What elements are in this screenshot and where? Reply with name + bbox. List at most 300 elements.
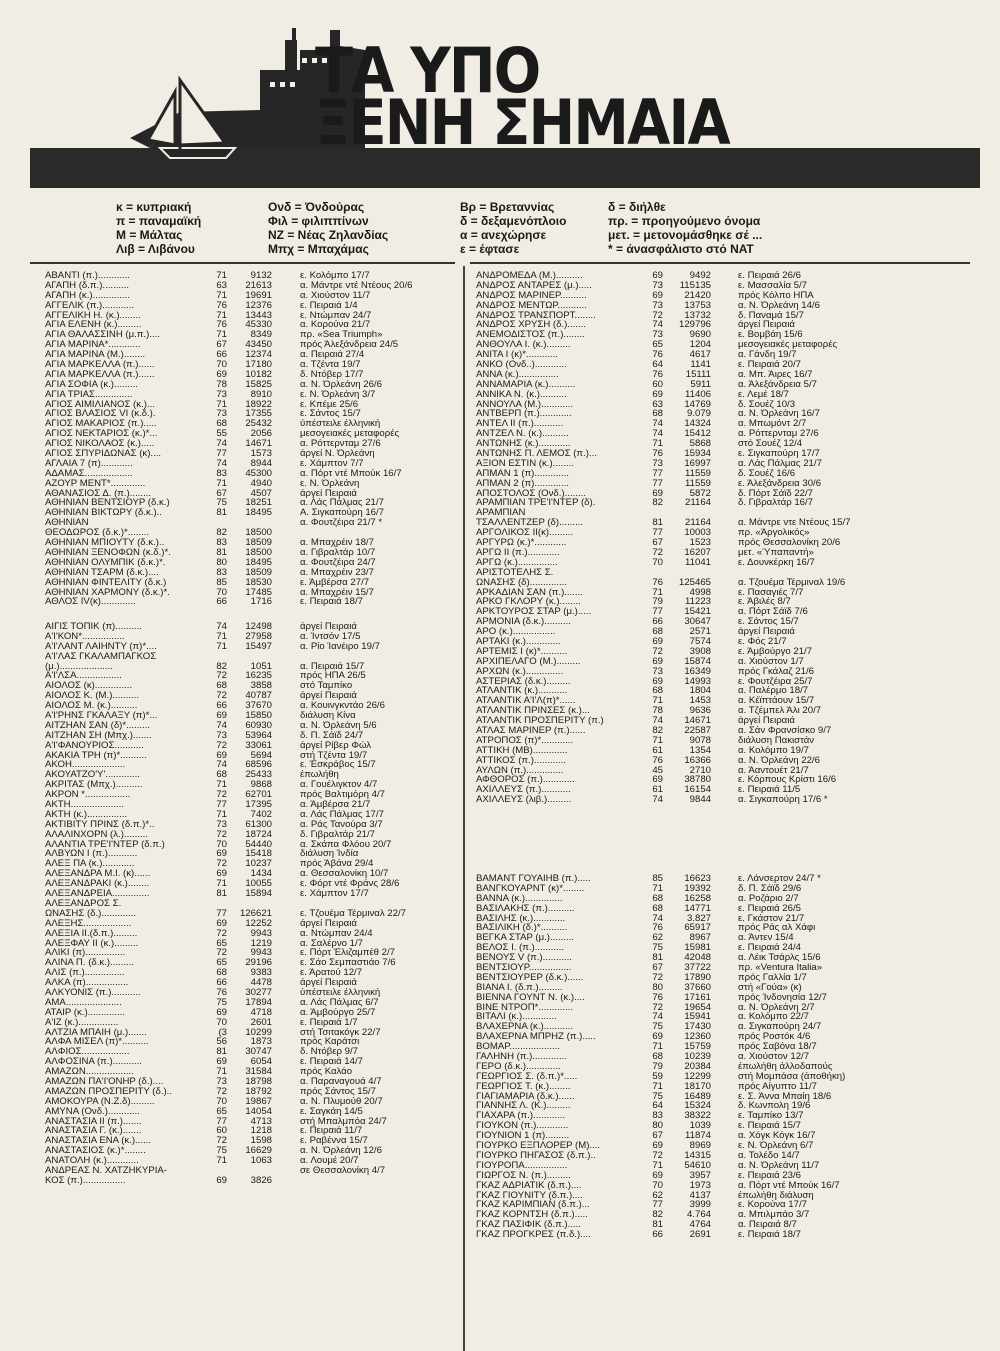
ship-name: ΑΚΑΚΙΑ ΤΡΗ (π)*.......... xyxy=(45,750,147,761)
build-year: 73 xyxy=(652,665,663,677)
ship-status: α. Σαλέρνο 1/7 xyxy=(300,937,364,949)
build-year: 69 xyxy=(216,848,227,860)
tonnage: 15421 xyxy=(684,606,711,618)
build-year: 83 xyxy=(216,566,227,578)
tonnage: 21164 xyxy=(685,517,711,529)
ship-status: α. Άμβέρσα 21/7 xyxy=(300,799,371,811)
build-year: 65 xyxy=(216,1105,227,1117)
tonnage: 1051 xyxy=(250,660,272,672)
build-year: 74 xyxy=(216,759,227,771)
build-year: 45 xyxy=(652,764,663,776)
tonnage: 9844 xyxy=(689,794,711,806)
tonnage: 1218 xyxy=(250,1125,272,1137)
tonnage: 14054 xyxy=(245,1105,272,1117)
tonnage: 4718 xyxy=(250,1006,272,1018)
tonnage: 15324 xyxy=(684,1100,711,1112)
ship-name: ΤΣΑΛΛΕΝΤΖΕΡ (δ)......... xyxy=(476,518,584,529)
tonnage: 8910 xyxy=(250,388,272,400)
ship-status: ε. Φόρτ ντέ Φράνς 28/6 xyxy=(300,878,400,890)
build-year: 77 xyxy=(652,467,663,479)
ship-status: πρός Σάντος 15/7 xyxy=(300,1085,376,1097)
ship-name: ΓΚΑΖ ΠΡΟΓΚΡΕΣ (π.δ.).... xyxy=(476,1230,591,1240)
tonnage: 1434 xyxy=(250,868,272,880)
ship-status: ε. Ραβέννα 15/7 xyxy=(300,1135,368,1147)
ship-name: ΑΛΒΥΩΝ Ι (π.)........... xyxy=(45,849,138,860)
ship-name: ΑΤΛΑΝΤΙΚ ΠΡΟΣΠΕΡΙΤΥ (π.) xyxy=(476,716,604,726)
tonnage: 16207 xyxy=(684,546,711,558)
ship-name: ΑΘΛΟΣ IV(κ)............. xyxy=(45,597,136,608)
ship-name: ΑΛΤΖΙΑ ΜΠΑΙΗ (μ.)....... xyxy=(45,1027,147,1038)
ship-name: ΑΝΑΣΤΑΣΙΟΣ (κ.)*........ xyxy=(45,1146,146,1157)
ship-status: α. Ν. Όρλεάνη 2/7 xyxy=(738,1001,815,1013)
build-year: 80 xyxy=(216,556,227,568)
ship-status: ε. Ντώμπαν 24/7 xyxy=(300,309,372,321)
build-year: 77 xyxy=(652,606,663,618)
build-year: 69 xyxy=(216,1056,227,1068)
ship-status: α. Τζέντα 19/7 xyxy=(300,359,361,371)
build-year: 62 xyxy=(652,1189,663,1201)
tonnage: 14324 xyxy=(684,418,711,430)
ship-name: ΑΓΓΕΛΙΚΗ Η. (κ.)........ xyxy=(45,310,141,321)
ship-name: ΑΝΤΕΛ ΙΙ (π.)........... xyxy=(476,419,564,430)
tonnage: 9636 xyxy=(689,705,711,717)
build-year: (3 xyxy=(218,1026,227,1038)
tonnage: 12252 xyxy=(245,917,272,929)
ship-name: ΑΜΑΖΩΝ ΠΑ'Ι'ΟΝΗΡ (δ.).... xyxy=(45,1076,164,1087)
build-year: 71 xyxy=(216,779,227,791)
ship-name: Α'Ι'ΡΗΝΣ ΓΚΑΛΑΞΥ (π)*... xyxy=(45,711,158,721)
tonnage: 61300 xyxy=(245,818,272,830)
build-year: 68 xyxy=(652,902,663,914)
ship-status: α. Πόρτ ντέ Μπούκ 16/7 xyxy=(300,467,402,479)
ship-status: α. Άμβούργο 25/7 xyxy=(300,1006,376,1018)
tonnage: 14769 xyxy=(684,398,711,410)
build-year: 76 xyxy=(652,991,663,1003)
tonnage: 9943 xyxy=(250,927,272,939)
ship-name: ΑΡΑΜΠΙΑΝ xyxy=(476,508,526,519)
ship-name: ΒΑΜΑΝΤ ΓΟΥΑΙΗΒ (π.)..... xyxy=(476,874,591,884)
ship-status: πρ. «Sea Triumph» xyxy=(300,329,383,341)
ship-name: ΑΠΜΑΝ 2 (π)............. xyxy=(476,478,569,489)
tonnage: 2056 xyxy=(250,428,272,440)
build-year: 62 xyxy=(652,932,663,944)
ship-status: ε. Άβιλές 8/7 xyxy=(738,596,791,608)
ship-status: ε. Τζουέμα Τέρμιναλ 22/7 xyxy=(300,907,406,919)
tonnage: 3908 xyxy=(689,645,711,657)
ship-name: ΑΦΘΟΡΟΣ (π.)............ xyxy=(476,775,575,786)
ship-name: ΑΛΦΟΣΙΝΑ (π.)........... xyxy=(45,1057,142,1068)
ship-name: ΓΑΛΗΝΗ (π.)............. xyxy=(476,1052,567,1062)
ship-name: ΑΖΟΥΡ ΜΕΝΤ*............. xyxy=(45,478,146,489)
tonnage: 126621 xyxy=(239,907,272,919)
tonnage: 12376 xyxy=(245,299,272,311)
build-year: 71 xyxy=(216,309,227,321)
tonnage: 19691 xyxy=(245,289,272,301)
tonnage: 37660 xyxy=(684,981,711,993)
ship-name: ΒΟΜΑΡ................... xyxy=(476,1042,561,1053)
build-year: 68 xyxy=(216,769,227,781)
tonnage: 4713 xyxy=(250,1115,272,1127)
ship-status: α. Πόρτ ντέ Μπούκ 16/7 xyxy=(738,1179,840,1191)
ship-status: α. Ίντσόν 17/5 xyxy=(300,630,361,642)
ship-status: ε. Ταμπίκο 13/7 xyxy=(738,1110,804,1122)
build-year: 74 xyxy=(652,794,663,806)
ship-name: ΑΛΕΞΑΝΔΡΕΙΑ.............. xyxy=(45,889,150,899)
tonnage: 9078 xyxy=(689,734,711,746)
ship-status: Α. Σιγκαπούρη 16/7 xyxy=(300,507,385,519)
ship-status: έπωλήθη xyxy=(300,769,339,781)
build-year: 82 xyxy=(652,724,663,736)
ship-status: α. Κολόμπο 19/7 xyxy=(738,744,809,756)
ship-name: ΑΓΙΑ ΘΑΛΑΣΣΙΝΗ (μ.π.).... xyxy=(45,330,160,341)
ship-name: ΚΟΣ (π.)................ xyxy=(45,1175,126,1186)
ship-name: ΒΙΤΑΛΙ (κ.)............. xyxy=(476,1012,557,1023)
build-year: 77 xyxy=(652,477,663,489)
tonnage: 1039 xyxy=(689,1120,711,1132)
build-year: 80 xyxy=(652,981,663,993)
ship-name: ΑΙΓΙΣ ΤΟΠΙΚ (π).......... xyxy=(45,622,142,632)
tonnage: 42048 xyxy=(684,952,711,964)
ship-status: ε. Σιγκαπούρη 17/7 xyxy=(738,448,820,460)
ship-name: ΓΙΑΧΑΡΑ (π.)............ xyxy=(476,1111,566,1122)
ship-name: Α'Ι'ΚΟΝ*................ xyxy=(45,631,125,642)
tonnage: 1141 xyxy=(690,359,711,371)
ship-name: ΑΛΦΑ ΜΙΣΕΛ (π)*.......... xyxy=(45,1037,149,1048)
ship-name: ΓΚΑΖ ΠΑΣΙΦΙΚ (δ.π.)..... xyxy=(476,1220,581,1231)
ship-status: α. Χιούστον 1/7 xyxy=(738,655,804,667)
ship-name: ΑΞΙΟΝ ΕΣΤΙΝ (κ.)........ xyxy=(476,458,574,469)
build-year: 69 xyxy=(216,868,227,880)
legend-item: Φιλ = φιλιππίνων xyxy=(268,214,369,228)
ship-status: ε. Πειραιά 14/7 xyxy=(300,1056,363,1068)
ship-status: πρός Ράς αλ Χάφι xyxy=(738,922,816,934)
ship-status: ε. Δουνκέρκη 16/7 xyxy=(738,556,815,568)
legend-item: δ = διήλθε xyxy=(608,200,666,214)
ship-name: ΑΧΙΛΛΕΥΣ (λιβ.)......... xyxy=(476,795,572,806)
ship-name: ΑΛΕΞ ΠΑ (κ.)............ xyxy=(45,859,135,870)
ship-status: άργεί Πειραιά xyxy=(738,319,795,331)
ship-status: α. Ράς Τανούρα 3/7 xyxy=(300,818,383,830)
ship-status: ε. Κόρπους Κρίστι 16/6 xyxy=(738,774,837,786)
ship-status: στό Ταμπίκο xyxy=(300,680,353,692)
ship-name: ΑΘΗΝΙΑΝ ΞΕΝΟΦΩΝ (κ.δ.)*. xyxy=(45,547,171,558)
tonnage: 4764 xyxy=(689,1219,711,1231)
ship-name: ΑΛΕΞΦΑΥ ΙΙ (κ.)......... xyxy=(45,938,139,949)
tonnage: 2710 xyxy=(689,764,711,776)
ship-name: ΑΓΙΟΣ ΣΠΥΡΙΔΩΝΑΣ (κ).... xyxy=(45,449,162,459)
tonnage: 8349 xyxy=(250,329,272,341)
tonnage: 30647 xyxy=(684,616,711,628)
ship-name: ΑΜΑΖΩΝ ΠΡΟΣΠΕΡΙΤΥ (δ.).. xyxy=(45,1086,173,1097)
ship-status: πρός Άβάνα 29/4 xyxy=(300,858,374,870)
build-year: 70 xyxy=(216,1016,227,1028)
ship-name: ΑΝΔΡΟΣ ΜΑΡΙΝΕΡ.......... xyxy=(476,290,587,301)
legend-item: Ονδ = Όνδούρας xyxy=(268,200,365,214)
ship-name: ΒΙΕΝΝΑ ΓΟΥΝΤ Ν. (κ.).... xyxy=(476,992,585,1003)
build-year: 69 xyxy=(652,774,663,786)
tonnage: 10055 xyxy=(245,878,272,890)
build-year: 85 xyxy=(652,873,663,884)
tonnage: 3999 xyxy=(689,1199,711,1211)
ship-status: α. Ν. Πλυμούθ 20/7 xyxy=(300,1095,383,1107)
ship-status: ε. Σάντος 15/7 xyxy=(300,408,361,420)
tonnage: 9690 xyxy=(689,329,711,341)
ship-status: δ. Σουέζ 10/3 xyxy=(738,398,796,410)
ship-name: ΑΘΗΝΙΑΝ ΟΛΥΜΠΙΚ (δ.κ.)*. xyxy=(45,557,166,568)
ship-name: ΑΓΙΟΣ ΑΙΜΙΛΙΑΝΟΣ (κ.)... xyxy=(45,399,155,410)
build-year: 71 xyxy=(216,630,227,642)
build-year: 73 xyxy=(652,299,663,311)
build-year: 72 xyxy=(216,1085,227,1097)
ship-name: ΑΙΤΖΗΑΝ ΣΗ (Μπχ.)....... xyxy=(45,730,152,741)
tonnage: 1873 xyxy=(250,1036,272,1048)
tonnage: 19392 xyxy=(684,882,711,894)
build-year: 83 xyxy=(652,1110,663,1122)
build-year: 72 xyxy=(216,670,227,682)
ship-name: ΑΡΤΑΚΙ (κ.)............. xyxy=(476,636,561,647)
ship-name: ΒΕΝΤΣΙΟΥΡ................ xyxy=(476,963,572,973)
build-year: 79 xyxy=(652,596,663,608)
tonnage: 5911 xyxy=(690,378,711,390)
tonnage: 37670 xyxy=(245,700,272,712)
build-year: 69 xyxy=(652,1140,663,1152)
tonnage: 18170 xyxy=(684,1080,711,1092)
tonnage: 18922 xyxy=(245,398,272,410)
ship-status: πρός Αίγυπτο 11/7 xyxy=(738,1080,817,1092)
tonnage: 10239 xyxy=(684,1051,711,1063)
tonnage: 9132 xyxy=(250,270,272,281)
ship-status: δ. Γιβραλτάρ 21/7 xyxy=(300,828,375,840)
tonnage: 65917 xyxy=(684,922,711,934)
build-year: 55 xyxy=(216,428,227,440)
ship-name: ΒΑΣΙΛΗΣ (κ.)............ xyxy=(476,913,566,924)
ship-status: α. Ντώμπαν 24/4 xyxy=(300,927,373,939)
ship-name: ΑΚΡΟΝ *................. xyxy=(45,790,131,801)
legend-column-2 xyxy=(268,200,388,256)
build-year: 69 xyxy=(216,917,227,929)
tonnage: 7574 xyxy=(689,635,711,647)
ship-status: πρός Γκάλαζ 21/6 xyxy=(738,665,814,677)
ship-name: ΑΝΝΟΥΛΑ (Μ.)............ xyxy=(476,399,574,410)
ship-status: ε. Κορούνα 17/7 xyxy=(738,1199,807,1211)
ship-name: ΑΝΔΡΟΣ ΤΡΑΝΣΠΟΡΤ........ xyxy=(476,310,596,321)
ship-name: ΑΓΙΟΣ ΝΕΚΤΑΡΙΟΣ (κ.)*... xyxy=(45,429,158,440)
ship-name: ΑΜΑ..................... xyxy=(45,997,122,1008)
ship-status: δ. Ντόβερ 9/7 xyxy=(300,1046,358,1058)
ship-status: α. Κουινγκντάο 26/6 xyxy=(300,700,385,712)
tonnage: 54440 xyxy=(245,838,272,850)
ship-status: πρός Καράτσι xyxy=(300,1036,360,1048)
build-year: 71 xyxy=(216,289,227,301)
tonnage: 15497 xyxy=(245,640,272,652)
ship-status: α. Γάνδη 19/7 xyxy=(738,349,797,361)
build-year: 68 xyxy=(652,626,663,638)
ship-status: α. Σκάπα Φλόου 20/7 xyxy=(300,838,392,850)
tonnage: 14993 xyxy=(684,675,711,687)
ship-name: ΑΤΤΙΚΗ (ΜΒ)............. xyxy=(476,745,568,756)
ship-name: ΑΚΤΗ (κ.)............... xyxy=(45,809,128,820)
ship-name: ΑΚΤΗ.................... xyxy=(45,800,124,810)
ship-status: α. Μπαχρέιν 15/7 xyxy=(300,586,374,598)
build-year: 78 xyxy=(652,705,663,717)
tonnage: 15981 xyxy=(684,942,711,954)
ship-status: ε. Ν. Όρλεάνη 3/7 xyxy=(300,388,376,400)
ship-status: α. Πειραιά 8/7 xyxy=(738,1219,797,1231)
ship-name: ΓΙΟΥΡΚΟ ΠΗΓΑΣΟΣ (δ.π.).. xyxy=(476,1150,596,1161)
build-year: 75 xyxy=(216,497,227,509)
tonnage: 9492 xyxy=(689,270,711,281)
tonnage: 16258 xyxy=(684,892,711,904)
tonnage: 33061 xyxy=(245,739,272,751)
ship-name: ΑΓΙΟΣ ΜΑΚΑΡΙΟΣ (π.)..... xyxy=(45,419,157,430)
tonnage: 9943 xyxy=(250,947,272,959)
ship-name: ΑΝΤΒΕΡΠ (π.)............ xyxy=(476,409,572,420)
ship-name: ΑΝΤΩΝΗΣ (κ.)............ xyxy=(476,439,571,450)
ship-name: ΑΙΟΛΟΣ Μ. (κ.).......... xyxy=(45,701,138,712)
build-year: 71 xyxy=(216,329,227,341)
tonnage: 11406 xyxy=(685,388,711,400)
tonnage: 16623 xyxy=(684,873,711,884)
ship-status: α. Λάς Πάλμας 17/7 xyxy=(300,808,384,820)
build-year: 68 xyxy=(652,1051,663,1063)
build-year: 70 xyxy=(216,1095,227,1107)
tonnage: 45330 xyxy=(245,319,272,331)
build-year: 74 xyxy=(652,418,663,430)
ship-name: ΒΙΑΝΑ Ι. (δ.π.)......... xyxy=(476,982,563,993)
ship-status: α. Σάν Φρανσίσκο 9/7 xyxy=(738,724,832,736)
ship-status: ύπέστειλε έλληνική xyxy=(300,986,381,998)
tonnage: 60930 xyxy=(245,719,272,731)
tonnage: 125465 xyxy=(678,576,711,588)
build-year: 82 xyxy=(216,527,227,539)
tonnage: 16629 xyxy=(245,1145,272,1157)
build-year: 67 xyxy=(652,962,663,974)
ship-status: ε. Πειραιά 18/7 xyxy=(300,596,363,608)
ship-status: ε. Λεμέ 18/7 xyxy=(738,388,789,400)
ship-status: α. Σιγκαπούρη 24/7 xyxy=(738,1021,822,1033)
ship-status: α. Μπωμόντ 2/7 xyxy=(738,418,807,430)
build-year: 75 xyxy=(652,1090,663,1102)
build-year: 71 xyxy=(216,878,227,890)
ship-name: Α'Ι'ΛΑΣ ΓΚΑΛΑΜΠΑΓΚΟΣ xyxy=(45,651,157,662)
ship-status: στή «Γούα» (κ) xyxy=(738,981,802,993)
ship-status: πρός Βαλτιμόρη 4/7 xyxy=(300,789,386,801)
tonnage: 31584 xyxy=(245,1066,272,1078)
build-year: 71 xyxy=(652,734,663,746)
ship-status: α. Άλεξάνδρεια 5/7 xyxy=(738,378,817,390)
ship-name: (μ.).................... xyxy=(45,661,113,672)
tonnage: 129796 xyxy=(678,319,711,331)
ship-name: ΓΙΟΥΚΟΝ (π.)............ xyxy=(476,1121,569,1132)
ship-name: ΑΓΙΟΣ ΒΛΑΣΙΟΣ VI (κ.δ.). xyxy=(45,409,156,420)
ship-status: α. Ν. Όρλεάνη 11/7 xyxy=(738,1159,820,1171)
ship-status: ε. Σάο Σεμπαστιάο 7/6 xyxy=(300,957,396,969)
ship-status: ε. Σαγκάη 14/5 xyxy=(300,1105,363,1117)
right-column-rule xyxy=(470,262,970,264)
ship-name: ΑΛΕΞΑΝΔΡΟΣ Σ. xyxy=(45,898,122,909)
ship-name: ΑΚΡΙΤΑΣ (Μπχ.).......... xyxy=(45,780,143,791)
ship-status: διάλυση Πακιστάν xyxy=(738,734,815,746)
tonnage: 6054 xyxy=(250,1056,272,1068)
build-year: 70 xyxy=(216,586,227,598)
ship-status: άργεί Πειραιά xyxy=(300,487,357,499)
ship-status: στό Σουέζ 12/4 xyxy=(738,438,803,450)
build-year: 71 xyxy=(652,1041,663,1053)
ship-name: ΑΡΜΟΝΙΑ (δ.κ.).......... xyxy=(476,617,571,628)
tonnage: 30747 xyxy=(245,1046,272,1058)
ship-name: ΑΣΤΕΡΙΑΣ (δ.κ.)......... xyxy=(476,676,571,687)
build-year: 71 xyxy=(216,1066,227,1078)
tonnage: 14771 xyxy=(684,902,711,914)
ship-name: ΑΡΓΩ (κ.)............... xyxy=(476,557,558,568)
ship-status: άργεί Πειραιά xyxy=(738,715,795,727)
ship-name: ΑΓΙΟΣ ΝΙΚΟΛΑΟΣ (κ.)..... xyxy=(45,439,155,450)
tonnage: 9383 xyxy=(250,967,272,979)
ship-name: ΑΛΑΝΤΙΑ ΤΡΕ'Ι'ΝΤΕΡ (δ.π.) xyxy=(45,839,165,850)
legend-item: δ = δεξαμενόπλοιο xyxy=(460,214,567,228)
build-year: 68 xyxy=(652,408,663,420)
tonnage: 38322 xyxy=(684,1110,711,1122)
build-year: 74 xyxy=(652,1011,663,1023)
ship-status: δ. Γιβραλτάρ 16/7 xyxy=(738,497,813,509)
ship-name: ΑΘΗΝΙΑΝ ΒΙΚΤΩΡΥ (δ.κ.).. xyxy=(45,508,162,519)
tonnage: 1523 xyxy=(689,537,711,549)
build-year: 69 xyxy=(216,710,227,722)
ship-status: α. Ροζάριο 2/7 xyxy=(738,892,799,904)
tonnage: 13753 xyxy=(684,299,711,311)
ship-name: ΑΛΙΝΑ Π. (δ.κ.)......... xyxy=(45,958,135,969)
build-year: 71 xyxy=(216,808,227,820)
ship-name: ΑΘΗΝΙΑΝ ΤΣΑΡΜ (δ.κ.).... xyxy=(45,567,159,578)
build-year: 69 xyxy=(652,635,663,647)
ship-status: δ. Παναμά 15/7 xyxy=(738,309,804,321)
build-year: 66 xyxy=(216,700,227,712)
build-year: 81 xyxy=(216,1046,227,1058)
ship-status: ε. Πειραιά 1/7 xyxy=(300,1016,358,1028)
build-year: 70 xyxy=(652,556,663,568)
build-year: 81 xyxy=(216,546,227,558)
tonnage: 115135 xyxy=(679,279,711,291)
ship-status: α. Σιγκαπούρη 17/6 * xyxy=(738,794,828,806)
build-year: 81 xyxy=(216,507,227,519)
ship-status: α. Γιβραλτάρ 10/7 xyxy=(300,546,376,558)
ship-name: ΑΙΤΖΗΑΝ ΣΑΝ (δ)*......... xyxy=(45,720,151,731)
ship-name: ΑΝΙΤΑ Ι (κ)*............ xyxy=(476,350,558,361)
ship-name: ΑΙΟΛΟΣ (κ).............. xyxy=(45,681,133,692)
tonnage: 17355 xyxy=(245,408,272,420)
ship-status: ε. Πειραιά 11/7 xyxy=(300,1125,363,1137)
ship-status: πρ. «Ventura Italia» xyxy=(738,962,823,974)
ship-name: ΑΝΘΟΥΛΑ Ι. (κ.)......... xyxy=(476,340,571,351)
build-year: 76 xyxy=(652,754,663,766)
tonnage: 12299 xyxy=(684,1070,711,1082)
tonnage: 4940 xyxy=(250,477,272,489)
legend-item: Μπχ = Μπαχάμας xyxy=(268,242,369,256)
ship-name: ΑΛΕΞΙΑ ΙΙ.(δ.π.)......... xyxy=(45,928,138,939)
tonnage: 16349 xyxy=(684,665,711,677)
ship-status: μετ. «Ύπαπαντή» xyxy=(738,546,814,558)
tonnage: 14315 xyxy=(684,1149,711,1161)
ship-status: άργεί Πειραιά xyxy=(738,626,795,638)
ship-name: ΑΓΑΠΗ (κ.).............. xyxy=(45,290,130,301)
ship-status: ε. Κολόμπο 17/7 xyxy=(300,270,370,281)
ship-status: διάλυση Κίνα xyxy=(300,710,356,722)
build-year: 72 xyxy=(216,828,227,840)
ship-status: σε Θεσσαλονίκη 4/7 xyxy=(300,1164,386,1176)
tonnage: 5868 xyxy=(689,438,711,450)
tonnage: 16997 xyxy=(684,457,711,469)
build-year: 68 xyxy=(652,892,663,904)
